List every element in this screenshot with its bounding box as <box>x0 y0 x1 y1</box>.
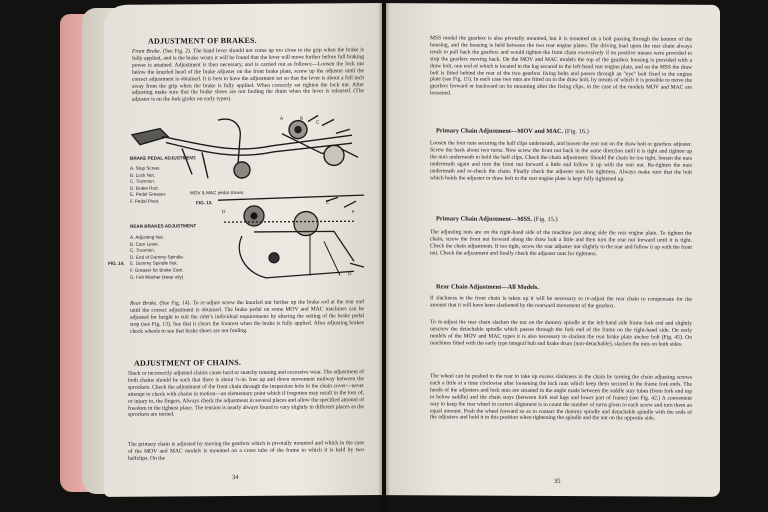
fig13-models-note: MOV & MAC pedal shown. <box>190 189 245 196</box>
fig14-item: A. Adjusting Nut. <box>130 234 164 240</box>
fig13-item: B. Lock Nut. <box>130 172 156 178</box>
fig13-item: A. Stop Screw. <box>130 165 161 171</box>
callout-letter: C <box>316 119 320 125</box>
rear-chain-paragraph-3: The wheel can be pushed to the rear to take up excess slackness in the chain by turning the chain adjusting screws each a little at a time clockwise after loosening the lock nuts which keep them secured in the frame fork ends. The heads of the adjusters and lock nuts are situated in the angle made between the saddle stay tubes (from fork end top to below saddle) and the chain stays (between fork end lugs and lower part of frame) (see Fig. 42.) A convenient way to keep the rear wheel in correct alignment is to count the number of turns given to each screw and turn them an equal amount. Push the wheel forward so as to contact the dummy spindle and detachable spindle with the ends of the adjusters and hold it in this position when tightening the spindle and the nut on the opposite side. <box>430 373 692 422</box>
fig14-item: C. Trunnion. <box>130 247 156 253</box>
callout-letter: A <box>280 115 284 121</box>
heading-mov-mac-text: Primary Chain Adjustment—MOV and MAC. <box>436 127 564 136</box>
fig13-legend <box>130 166 166 206</box>
fig14-item: E. Dummy Spindle Nut. <box>130 260 178 267</box>
front-brake-text: (See Fig. 2). The hand lever should not come up too close to the grip when the brake is fully applied, and is the brake wears it will be found that the lever will move further before full braking power is attained. Adjustment is then necessary, and is carried out as follows:—Loosen the lock nut below the knurled head of the brake adjuster on the front brake plate, screw up the adjuster until the correct adjustment is obtained. It is best to have the adjustment set so that the lever is about a full inch away from the grip when the brake is fully applied. When correctly set tighten the lock nut. After adjusting make sure that the brake shoes are not fouling the drum when the lever is released. (The adjuster is on the fork girder on early types). <box>132 47 364 104</box>
chains-paragraph-1: Slack or incorrectly adjusted chains cause hard or snatchy running and excessive wear. The adjustment of both chains should be such that there is about ½-in. free up and down movement midway between the sprockets. Check the adjustment of the front chain through the inspection hole in the chain cover—never attempt to check with chains in motion—an elementary point which if forgotten may result in the loss of, or injury to, the fingers. Always check the adjustment in several places and allow the specified amount of freedom in the tightest place. The tension is nearly always found to vary slightly in different places as the sprockets are turned. <box>128 369 364 419</box>
fig14-item: D. End of Dummy Spindle. <box>130 254 185 260</box>
callout-letter: G <box>348 271 352 277</box>
front-brake-lead: Front Brake. <box>132 48 162 55</box>
right-page <box>386 3 720 497</box>
fig14-title: REAR BRAKES ADJUSTMENT <box>130 223 197 229</box>
fig13-title: BRAKE PEDAL ADJUSTMENT. <box>130 155 197 161</box>
heading-rear-chain: Rear Chain Adjustment—All Models. <box>436 283 539 291</box>
fig13-item: F. Pedal Pivot. <box>130 198 160 204</box>
rear-chain-paragraph-1: If slackness in the front chain is taken up it will be necessary to re-adjust the rear chain to compensate for the amount that it will have been slackened by the rearward movement of the gearbox. <box>430 295 692 310</box>
rear-chain-paragraph-2: To re-adjust the rear chain slacken the nut on the dummy spindle at the left-hand side frame fork end and slightly unscrew the detachable spindle which passes through the fork end of the frame on the right-hand side. On early models of the MOV and MAC types it is also necessary to slacken the rear brake plate anchor bolt (Fig. 45). On machines fitted with the early type integral hub and brake drum (non-detachable), slacken the nuts on both sides. <box>430 319 692 348</box>
chains-paragraph-2: The primary chain is adjusted by moving the gearbox which is pivotally mounted and which in the case of the MOV and MAC models is mounted on a cross tube of the frame to which it is held by two halfclips. On the <box>128 440 364 462</box>
callout-letter: D <box>222 209 226 215</box>
gearbox-intro-paragraph: MSS model the gearbox is also pivotally mounted, but it is mounted on a bolt passing through the bottom of the housing, and the housing is held between the two rear engine plates. The driving load upon the rear chain always tends to pull back the gearbox and would tighten the front chain excessively if no positive means were provided to stop the gearbox moving back. On the MOV and MAC models the top of the gearbox housing is provided with a draw bolt, one end of which is located in the lug secured to the left-hand rear engine plate, and on the MSS the draw bolt is fitted behind the rear of the two gearbox fixing bolts and passes through an "eye" bolt fixed to the engine plate (see Fig. 15). In each case two nuts are fitted on to the draw bolt, by means of which it is possible to move the gearbox forward or backward on its mounting after the fixing clips, in the case of the models MOV and MAC are loosened. <box>430 35 692 97</box>
heading-brakes: ADJUSTMENT OF BRAKES. <box>148 35 257 46</box>
mov-mac-paragraph: Loosen the four nuts securing the half clips underneath, and loosen the rear nut on the draw bolt or gearbox adjuster. Screw the back about two turns. Now screw the front nut back in the same direction until it is tight and tighten up the nuts underneath to hold the half clips. Check the chain adjustment. Should the chain be too tight, loosen the nuts underneath again and turn the front nut forward a little and follow it up with the rear nut. Re-tighten the nuts underneath and re-check the chain. Finally check the adjuster nuts for tightness. Always make sure that the bolt which holds the adjuster or draw bolt to the rear engine plate is kept fully tightened up. <box>430 140 692 182</box>
heading-mss <box>436 215 696 224</box>
heading-mss-ref: (Fig. 15.) <box>533 215 558 224</box>
callout-letter: E <box>326 199 330 205</box>
rear-brake-text: (See Fig. 14). To re-adjust screw the knurled nut further up the brake rod at the rear end until the correct adjustment is obtained. The brake pedal on some MOV and MAC machines can be adjusted for height to suit the rider's individual requirements by altering the setting of the brake pedal stop (see Fig. 13). See that it clears the footrest when the brake is fully applied. After adjusting brakes check wheels to see that brake shoes are not fouling. <box>130 299 364 335</box>
callout-letter: F <box>352 209 355 215</box>
heading-mss-text: Primary Chain Adjustment—MSS. <box>436 215 533 223</box>
fig13-label: FIG. 13. <box>196 200 213 206</box>
fig14-item: F. Greaser for Brake Cam. <box>130 267 184 273</box>
left-page <box>104 3 382 497</box>
mss-paragraph: The adjusting nuts are on the right-hand side of the machine just along side the rear engine plate. To tighten the chain, screw the front nut forward along the draw bolt a little and then turn the rear nut forward until it is tight. Check the chain adjustment. If too tight, screw the rear adjuster nut slightly to the rear and follow it up with the front nut. Check the adjustment and finally check the adjuster nuts for tightness. <box>430 229 692 257</box>
fig14-item: G. Felt Washer (keep oily) <box>130 273 184 280</box>
fig14-label: FIG. 14. <box>108 260 125 266</box>
heading-mov-mac <box>436 127 696 136</box>
fig13-item: D. Brake Rod. <box>130 185 159 191</box>
fig13-item: E. Pedal Greaser. <box>130 191 167 198</box>
book-gutter-shadow <box>378 0 390 512</box>
callout-letter: B <box>300 115 304 121</box>
heading-mov-mac-ref: (Fig. 16.) <box>564 128 589 136</box>
heading-chains: ADJUSTMENT OF CHAINS. <box>134 358 242 368</box>
page-number-left: 34 <box>232 474 239 482</box>
rear-brake-lead: Rear Brake. <box>130 300 158 307</box>
fig14-item: B. Cam Lever. <box>130 241 160 247</box>
fig14-legend <box>130 234 184 281</box>
rear-brake-paragraph <box>130 299 364 357</box>
page-number-right: 35 <box>554 478 561 486</box>
fig13-item: C. Trunnion. <box>130 178 156 184</box>
